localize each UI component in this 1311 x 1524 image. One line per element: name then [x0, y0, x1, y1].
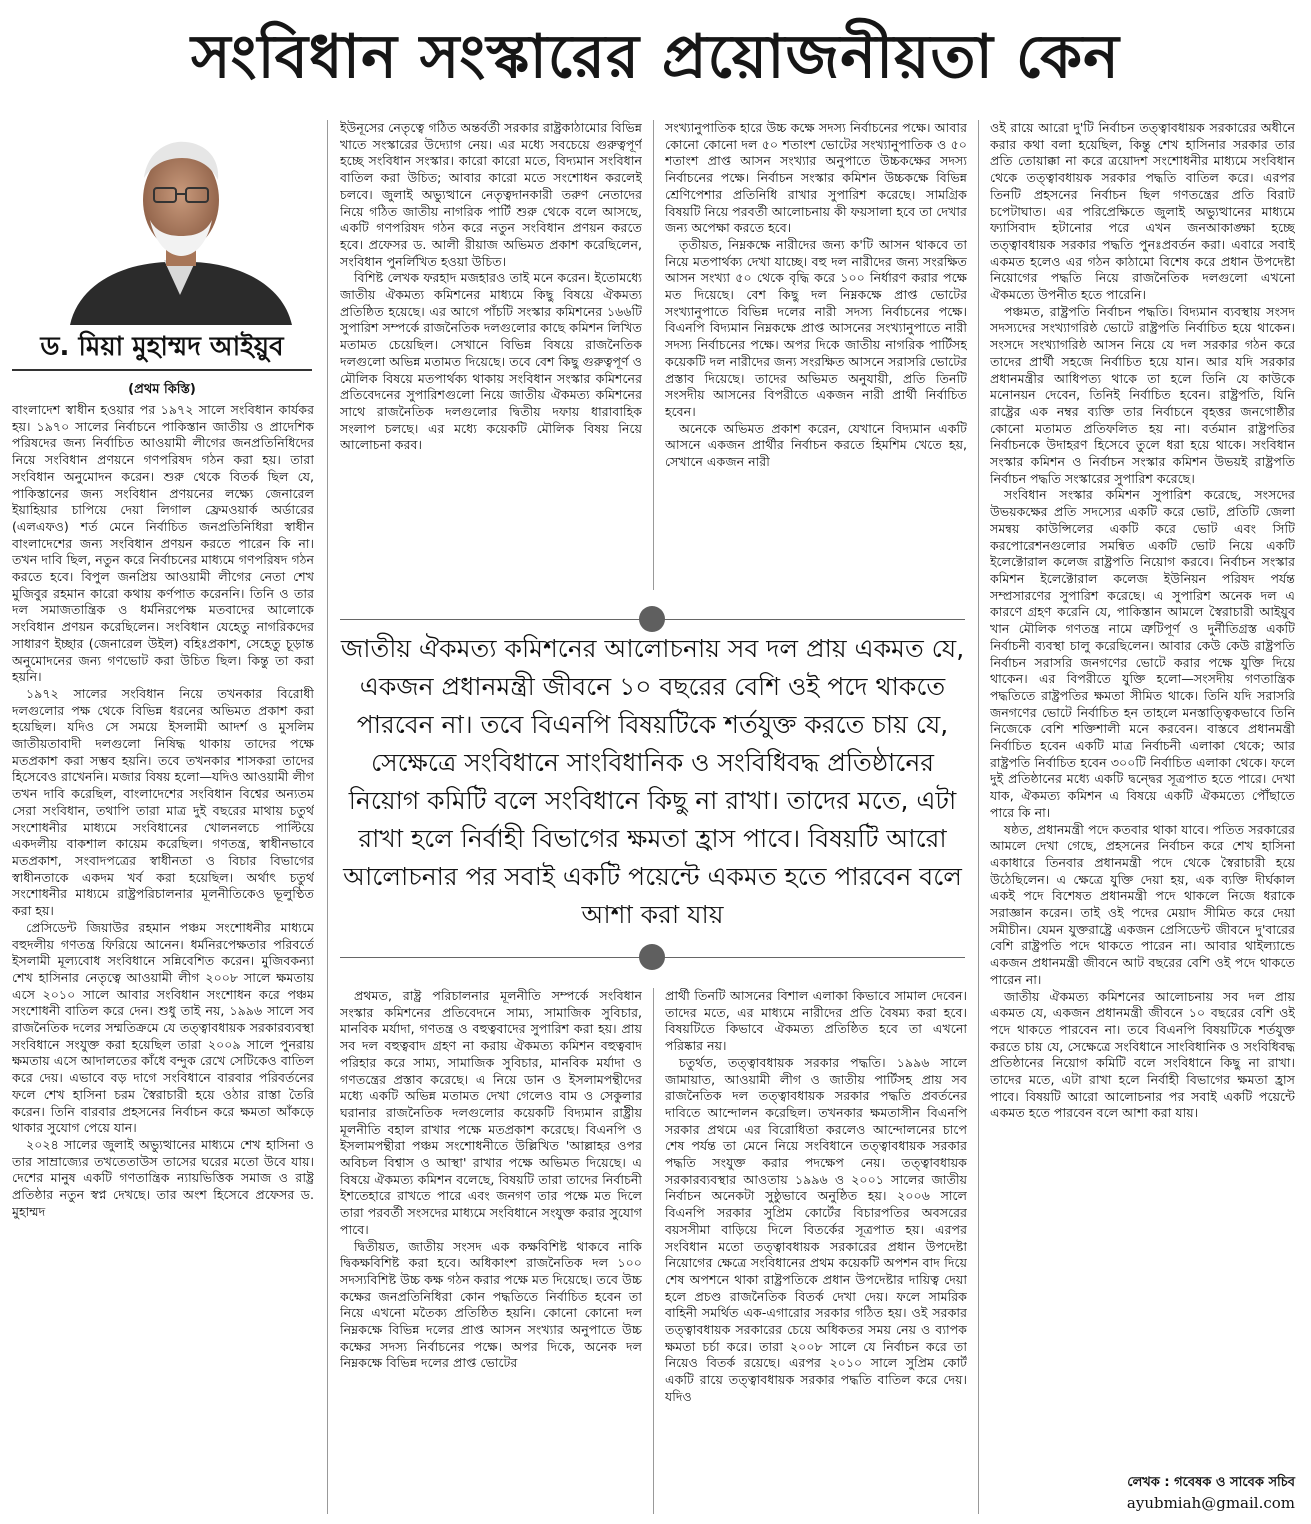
column-divider: [653, 120, 654, 590]
column-4: [990, 120, 1295, 1468]
col4-paragraph: পঞ্চমত, রাষ্ট্রপতি নির্বাচন পদ্ধতি। বিদ্যমান ব্যবস্থায় সংসদ সদস্যদের সংখ্যাগরিষ্ঠ ভোটে রাষ্ট্রপতি নির্বাচিত হয়ে থাকেন। সংসদে সংখ্যাগরিষ্ঠ আসন নিয়ে যে দল সরকার গঠন করে তাদের প্রার্থী সহজে নির্বাচিত হয়ে যান। আর যদি সরকার প্রধানমন্ত্রীর আধিপত্য থাকে তা হলে তিনি যে কাউকে মনোনয়ন দেবেন, তিনিই নির্বাচিত হবেন। রাষ্ট্রপতি, যিনি রাষ্ট্রের এক নম্বর ব্যক্তি তার নির্বাচনে বৃহত্তর জনগোষ্ঠীর কোনো মতামত প্রতিফলিত হয় না। বর্তমান রাষ্ট্রপতির নির্বাচনকে উদাহরণ হিসেবে তুলে ধরা হয়ে থাকে। সংবিধান সংস্কার কমিশন ও নির্বাচন সংস্কার কমিশন উভয়ই রাষ্ট্রপতি নির্বাচন পদ্ধতি সংস্কারের সুপারিশ করেছে।: [990, 303, 1295, 486]
pull-quote-bottom-dot: [639, 944, 665, 970]
column-divider: [978, 120, 979, 1514]
col4-paragraph: জাতীয় ঐকমত্য কমিশনের আলোচনায় সব দল প্রায় একমত যে, একজন প্রধানমন্ত্রী জীবনে ১০ বছরের বেশি ওই পদে থাকতে পারবেন না। তবে বিএনপি বিষয়টিকে শর্তযুক্ত করতে চায় যে, সেক্ষেত্রে সংবিধানে সাংবিধানিক ও সংবিধিবদ্ধ প্রতিষ্ঠানের নিয়োগ কমিটি বলে সংবিধানে কিছু না রাখা। তাদের মতে, এটা রাখা হলে নির্বাহী বিভাগের ক্ষমতা হ্রাস পাবে। বিষয়টি আরো আলোচনার পর সবাই একটি পয়েন্টে একমত হতে পারবেন বলে আশা করা যায়।: [990, 988, 1295, 1121]
col1-paragraph: বাংলাদেশ স্বাধীন হওয়ার পর ১৯৭২ সালে সংবিধান কার্যকর হয়। ১৯৭০ সালের নির্বাচনে পাকিস্তান জাতীয় ও প্রাদেশিক পরিষদের জন্য নির্বাচিত আওয়ামী লীগের জনপ্রতিনিধিদের নিয়ে সংবিধান প্রণয়নে গণপরিষদ গঠন করা হয়। তারা সংবিধান অনুমোদন করেন। শুরু থেকে বিতর্ক ছিল যে, পাকিস্তানের জন্য সংবিধান প্রণয়নের লক্ষ্যে জেনারেল ইয়াহিয়ার চাপিয়ে দেয়া লিগাল ফ্রেমওয়ার্ক অর্ডারের (এলএফও) শর্ত মেনে নির্বাচিত জনপ্রতিনিধিরা স্বাধীন বাংলাদেশের জন্য সংবিধান প্রণয়ন করতে পারেন কি না। তখন দাবি ছিল, নতুন করে নির্বাচনের মাধ্যমে গণপরিষদ গঠন করতে হবে। বিপুল জনপ্রিয় আওয়ামী লীগের নেতা শেখ মুজিবুর রহমান কারো কথায় কর্ণপাত করেননি। তিনি ও তার দল সমাজতান্ত্রিক ও ধর্মনিরপেক্ষ মতবাদের আলোকে সংবিধান প্রণয়ন করেছিলেন। সংবিধান যেহেতু নাগরিকদের সাধারণ ইচ্ছার (জেনারেল উইল) বহিঃপ্রকাশ, সেহেতু চূড়ান্ত অনুমোদনের জন্য গণভোট করা উচিত ছিল। কিন্তু তা করা হয়নি।: [12, 402, 314, 685]
col3-paragraph: তৃতীয়ত, নিম্নকক্ষে নারীদের জন্য ক'টি আসন থাকবে তা নিয়ে মতপার্থক্য দেখা যাচ্ছে। বহু দল নারীদের জন্য সংরক্ষিত আসন সংখ্যা ৫০ থেকে বৃদ্ধি করে ১০০ নির্ধারণ করার পক্ষে মত দিয়েছে। বেশ কিছু দল নিম্নকক্ষে প্রাপ্ত ভোটের সংখ্যানুপাতে বিভিন্ন দলের নারী সদস্য নির্বাচনের পক্ষে। বিএনপি বিদ্যমান নিম্নকক্ষে প্রাপ্ত আসনের সংখ্যানুপাতে নারী সদস্য নির্বাচনের পক্ষে। অপর দিকে জাতীয় নাগরিক পার্টিসহ কয়েকটি দল নারীদের জন্য সংরক্ষিত আসনে সরাসরি ভোটের প্রস্তাব দিয়েছে। তাদের অভিমত অনুযায়ী, প্রতি তিনটি সংসদীয় আসনের বিপরীতে একজন নারী প্রার্থী নির্বাচিত হবেন।: [665, 236, 967, 419]
col4-paragraph: ষষ্ঠত, প্রধানমন্ত্রী পদে কতবার থাকা যাবে। পতিত সরকারের আমলে দেখা গেছে, প্রহসনের নির্বাচন করে শেখ হাসিনা একাধারে তিনবার প্রধানমন্ত্রী পদে থেকে স্বৈরাচারী হয়ে উঠেছিলেন। এ ক্ষেত্রে যুক্তি দেয়া হয়, এক ব্যক্তি দীর্ঘকাল একই পদে বিশেষত প্রধানমন্ত্রী পদে থাকলে নিজে ধরাকে সরাজ্ঞান করেন। তাই ওই পদের মেয়াদ সীমিত করে দেয়া সমীচীন। যেমন যুক্তরাষ্ট্রে একজন প্রেসিডেন্ট জীবনে দু'বারের বেশি রাষ্ট্রপতি পদে থাকতে পারেন না। আবার থাইল্যান্ডে একজন প্রধানমন্ত্রী জীবনে আট বছরের বেশি ওই পদে থাকতে পারেন না।: [990, 821, 1295, 987]
col2-paragraph: ইউনূসের নেতৃত্বে গঠিত অন্তর্বর্তী সরকার রাষ্ট্রকাঠামোর বিভিন্ন খাতে সংস্কারের উদ্যোগ নেয়। এর মধ্যে সবচেয়ে গুরুত্বপূর্ণ হচ্ছে সংবিধান সংস্কার। কারো কারো মতে, বিদ্যমান সংবিধান বাতিল করা উচিত; আবার কারো মতে সংশোধন করলেই চলবে। জুলাই অভ্যুত্থানে নেতৃত্বদানকারী তরুণ নেতাদের নিয়ে গঠিত জাতীয় নাগরিক পার্টি শুরু থেকে বলে আসছে, একটি গণপরিষদ গঠন করে নতুন সংবিধান প্রণয়ন করতে হবে। প্রফেসর ড. আলী রীয়াজ অভিমত প্রকাশ করেছিলেন, সংবিধান পুনর্লিখিত হওয়া উচিত।: [340, 120, 642, 269]
column-2-top: [340, 120, 642, 590]
author-byline: ড. মিয়া মুহাম্মদ আইয়ুব: [12, 325, 312, 371]
column-2-bottom: [340, 988, 642, 1514]
pull-quote: জাতীয় ঐকমত্য কমিশনের আলোচনায় সব দল প্রায় একমত যে, একজন প্রধানমন্ত্রী জীবনে ১০ বছরের বেশি ওই পদে থাকতে পারবেন না। তবে বিএনপি বিষয়টিকে শর্তযুক্ত করতে চায় যে, সেক্ষেত্রে সংবিধানে সাংবিধানিক ও সংবিধিবদ্ধ প্রতিষ্ঠানের নিয়োগ কমিটি বলে সংবিধানে কিছু না রাখা। তাদের মতে, এটা রাখা হলে নির্বাহী বিভাগের ক্ষমতা হ্রাস পাবে। বিষয়টি আরো আলোচনার পর সবাই একটি পয়েন্টে একমত হতে পারবেন বলে আশা করা যায়: [340, 634, 965, 929]
col3-paragraph: অনেকে অভিমত প্রকাশ করেন, যেখানে বিদ্যমান একটি আসনে একজন প্রার্থীর নির্বাচন করতে হিমশিম খেতে হয়, সেখানে একজন নারী: [665, 420, 967, 470]
col2-paragraph: বিশিষ্ট লেখক ফরহাদ মজহারও তাই মনে করেন। ইতোমধ্যে জাতীয় ঐকমত্য কমিশনের মাধ্যমে কিছু বিষয়ে ঐকমত্য প্রতিষ্ঠিত হয়েছে। এর আগে পাঁচটি সংস্কার কমিশনের ১৬৬টি সুপারিশ সম্পর্কে রাজনৈতিক দলগুলোর কাছে কমিশন লিখিত মতামত চেয়েছিল। সেখানে বিভিন্ন বিষয়ে রাজনৈতিক দলগুলো অভিন্ন মতামত দিয়েছে। তবে বেশ কিছু গুরুত্বপূর্ণ ও মৌলিক বিষয়ে মতপার্থক্য থাকায় সংবিধান সংস্কার কমিশনের প্রতিবেদনের সুপারিশগুলো নিয়ে জাতীয় ঐকমত্য কমিশনের সাথে রাজনৈতিক দলগুলোর দ্বিতীয় দফায় ধারাবাহিক সংলাপ চলছে। এর মধ্যে কয়েকটি মৌলিক বিষয় নিয়ে আলোচনা করব।: [340, 270, 642, 453]
col1-paragraph: ২০২৪ সালের জুলাই অভ্যুত্থানের মাধ্যমে শেখ হাসিনা ও তার সাম্রাজ্যের তখতেতাউস তাসের ঘরের মতো উবে যায়। দেশের মানুষ একটি গণতান্ত্রিক ন্যায়ভিত্তিক সমাজ ও রাষ্ট্র প্রতিষ্ঠার নতুন স্বপ্ন দেখছে। তার অংশ হিসেবে প্রফেসর ড. মুহাম্মদ: [12, 1136, 314, 1219]
col3-paragraph: প্রার্থী তিনটি আসনের বিশাল এলাকা কিভাবে সামাল দেবেন। তাদের মতে, এর মাধ্যমে নারীদের প্রতি বৈষম্য করা হবে। বিষয়টিতে কিভাবে ঐকমত্য প্রতিষ্ঠিত হবে তা এখনো পরিষ্কার নয়।: [665, 988, 967, 1054]
col3-paragraph: সংখ্যানুপাতিক হারে উচ্চ কক্ষে সদস্য নির্বাচনের পক্ষে। আবার কোনো কোনো দল ৫০ শতাংশ ভোটের সংখ্যানুপাতিক ও ৫০ শতাংশ প্রাপ্ত আসন সংখ্যার অনুপাতে উচ্চকক্ষের সদস্য নির্বাচনের পক্ষে। নির্বাচন সংস্কার কমিশন উচ্চকক্ষে বিভিন্ন শ্রেণিপেশার প্রতিনিধি রাখার সুপারিশ করেছে। সামগ্রিক বিষয়টি নিয়ে পরবর্তী আলোচনায় কী ফয়সালা হবে তা দেখার জন্য অপেক্ষা করতে হবে।: [665, 120, 967, 236]
author-email: ayubmiah@gmail.com: [1126, 1494, 1295, 1512]
column-1: [12, 402, 314, 1514]
pull-quote-top-dot: [639, 606, 665, 632]
author-signature: লেখক : গবেষক ও সাবেক সচিব: [1127, 1475, 1295, 1490]
col1-paragraph: প্রেসিডেন্ট জিয়াউর রহমান পঞ্চম সংশোধনীর মাধ্যমে বহুদলীয় গণতন্ত্র ফিরিয়ে আনেন। ধর্মনিরপেক্ষতার পরিবর্তে ইসলামী মূল্যবোধ সংবিধানে সন্নিবেশিত করেন। মুজিবকন্যা শেখ হাসিনার নেতৃত্বে আওয়ামী লীগ ২০০৮ সালে ক্ষমতায় এসে ২০১০ সালে আবার সংবিধান সংশোধন করে পঞ্চম সংশোধনী বাতিল করে দেন। শুধু তাই নয়, ১৯৯৬ সালে সব রাজনৈতিক দলের সম্মতিক্রমে যে তত্ত্বাবধায়ক সরকারব্যবস্থা সংবিধানে সংযুক্ত করা হয়েছিল তারা ২০০৯ সালে পুনরায় ক্ষমতায় এসে আদালতের কাঁধে বন্দুক রেখে সেটিকেও বাতিল করে দেয়। এভাবে বড় দাগে সংবিধানে বারবার পরিবর্তনের ফলে শেখ হাসিনা চরম স্বৈরাচারী হয়ে ওঠার রাস্তা তৈরি করেন। তিনি বারবার প্রহসনের নির্বাচন করে ক্ষমতা আঁকড়ে থাকার সুযোগ পেয়ে যান।: [12, 919, 314, 1136]
col3-paragraph: চতুর্থত, তত্ত্বাবধায়ক সরকার পদ্ধতি। ১৯৯৬ সালে জামায়াত, আওয়ামী লীগ ও জাতীয় পার্টিসহ প্রায় সব রাজনৈতিক দল তত্ত্বাবধায়ক সরকার পদ্ধতি প্রবর্তনের দাবিতে আন্দোলন করেছিল। তখনকার ক্ষমতাসীন বিএনপি সরকার প্রথমে এর বিরোধিতা করলেও আন্দোলনের চাপে শেষ পর্যন্ত তা মেনে নিয়ে সংবিধানে তত্ত্বাবধায়ক সরকার পদ্ধতি সংযুক্ত করার পদক্ষেপ নেয়। তত্ত্বাবধায়ক সরকারব্যবস্থার আওতায় ১৯৯৬ ও ২০০১ সালের জাতীয় নির্বাচন অনেকটা সুষ্ঠুভাবে অনুষ্ঠিত হয়। ২০০৬ সালে বিএনপি সরকার সুপ্রিম কোর্টের বিচারপতির অবসরের বয়সসীমা বাড়িয়ে দিলে বিতর্কের সূত্রপাত হয়। এরপর সংবিধান মতো তত্ত্বাবধায়ক সরকারের প্রধান উপদেষ্টা নিয়োগের ক্ষেত্রে সংবিধানের প্রথম কয়েকটি অপশন বাদ দিয়ে শেষ অপশনে থাকা রাষ্ট্রপতিকে প্রধান উপদেষ্টার দায়িত্ব দেয়া হলে প্রচণ্ড রাজনৈতিক বিতর্ক দেখা দেয়। ফলে সামরিক বাহিনী সমর্থিত এক-এগারোর সরকার গঠিত হয়। ওই সরকার তত্ত্বাবধায়ক সরকারের চেয়ে অধিকতর সময় নেয় ও ব্যাপক ক্ষমতা চর্চা করে। তারা ২০০৮ সালে যে নির্বাচন করে তা নিয়েও বিতর্ক রয়েছে। এরপর ২০১০ সালে সুপ্রিম কোর্ট একটি রায়ে তত্ত্বাবধায়ক সরকার পদ্ধতি বাতিল করে দেয়। যদিও: [665, 1054, 967, 1404]
col2-paragraph: প্রথমত, রাষ্ট্র পরিচালনার মূলনীতি সম্পর্কে সংবিধান সংস্কার কমিশনের প্রতিবেদনে সাম্য, সামাজিক সুবিচার, মানবিক মর্যাদা, গণতন্ত্র ও বহুত্ববাদের সুপারিশ করা হয়। প্রায় সব দল বহুত্ববাদ গ্রহণ না করায় ঐকমত্য কমিশন বহুত্ববাদ পরিহার করে সাম্য, সামাজিক সুবিচার, মানবিক মর্যাদা ও গণতন্ত্রের প্রস্তাব করেছে। এ নিয়ে ডান ও ইসলামপন্থীদের মধ্যে একটি অভিন্ন মতামত দেখা গেলেও বাম ও সেকুলার ঘরানার রাজনৈতিক দলগুলোর কয়েকটি বিদ্যমান রাষ্ট্রীয় মূলনীতি বহাল রাখার পক্ষে মতপ্রকাশ করেছে। বিএনপি ও ইসলামপন্থীরা পঞ্চম সংশোধনীতে উল্লিখিত 'আল্লাহর ওপর অবিচল বিশ্বাস ও আস্থা' রাখার পক্ষে অভিমত দিয়েছে। এ বিষয়ে ঐকমত্য কমিশন বলেছে, বিষয়টি তারা তাদের নির্বাচনী ইশতেহারে রাখতে পারে এবং জনগণ তার পক্ষে মত দিলে তারা পরবর্তী সংসদের মাধ্যমে সংবিধানে সংযুক্ত করার সুযোগ পাবে।: [340, 988, 642, 1237]
author-photo: [60, 120, 300, 325]
column-divider: [653, 988, 654, 1514]
col1-paragraph: ১৯৭২ সালের সংবিধান নিয়ে তখনকার বিরোধী দলগুলোর পক্ষ থেকে বিভিন্ন ধরনের অভিমত প্রকাশ করা হয়েছিল। যদিও সে সময়ে ইসলামী আদর্শ ও মুসলিম জাতীয়তাবাদী দলগুলো নিষিদ্ধ থাকায় তাদের পক্ষে মতপ্রকাশ করা সম্ভব হয়নি। তবে তখনকার শাসকরা তাদের হিসেবেও রাখেননি। মজার বিষয় হলো—যদিও আওয়ামী লীগ তখন দাবি করেছিল, বাংলাদেশের সংবিধান বিশ্বের অন্যতম সেরা সংবিধান, তথাপি তারা মাত্র দুই বছরের মাথায় চতুর্থ সংশোধনীর মাধ্যমে সংবিধানের খোলনলচে পাল্টিয়ে একদলীয় বাকশাল কায়েম করেছিল। গণতন্ত্র, স্বাধীনভাবে মতপ্রকাশ, সংবাদপত্রের স্বাধীনতা ও বিচার বিভাগের স্বাধীনতাকে একদম খর্ব করা হয়েছিল। অর্থাৎ চতুর্থ সংশোধনীর মাধ্যমে রাষ্ট্রপরিচালনার মূলনীতিকেও ভূলুণ্ঠিত করা হয়।: [12, 685, 314, 919]
col4-paragraph: ওই রায়ে আরো দু'টি নির্বাচন তত্ত্বাবধায়ক সরকারের অধীনে করার কথা বলা হয়েছিল, কিন্তু শেখ হাসিনার সরকার তার প্রতি তোয়াক্কা না করে ত্রয়োদশ সংশোধনীর মাধ্যমে সংবিধান থেকে তত্ত্বাবধায়ক সরকার পদ্ধতি বাতিল করে। এরপর তিনটি প্রহসনের নির্বাচন ছিল গণতন্ত্রের প্রতি বিরাট চপেটাঘাত। এর পরিপ্রেক্ষিতে জুলাই অভ্যুত্থানের মাধ্যমে ফ্যাসিবাদ হটানোর পরে এখন জনআকাঙ্ক্ষা হচ্ছে তত্ত্বাবধায়ক সরকার পদ্ধতি পুনঃপ্রবর্তন করা। এবারে সবাই একমত হলেও এর গঠন কাঠামো বিশেষ করে প্রধান উপদেষ্টা নিয়োগের পদ্ধতি নিয়ে রাজনৈতিক দলগুলো এখনো ঐকমত্যে উপনীত হতে পারেনি।: [990, 120, 1295, 303]
column-3-top: [665, 120, 967, 590]
installment-label: (প্রথম কিস্তি): [128, 382, 196, 397]
col2-paragraph: দ্বিতীয়ত, জাতীয় সংসদ এক কক্ষবিশিষ্ট থাকবে নাকি দ্বিকক্ষবিশিষ্ট করা হবে। অধিকাংশ রাজনৈতিক দল ১০০ সদস্যবিশিষ্ট উচ্চ কক্ষ গঠন করার পক্ষে মত দিয়েছে। তবে উচ্চ কক্ষের জনপ্রতিনিধিরা কোন পদ্ধতিতে নির্বাচিত হবেন তা নিয়ে এখনো মতৈক্য প্রতিষ্ঠিত হয়নি। কোনো কোনো দল নিম্নকক্ষে বিভিন্ন দলের প্রাপ্ত আসন সংখ্যার অনুপাতে উচ্চ কক্ষের সদস্য নির্বাচনের পক্ষে। অপর দিকে, অনেক দল নিম্নকক্ষে বিভিন্ন দলের প্রাপ্ত ভোটের: [340, 1238, 642, 1371]
col4-paragraph: সংবিধান সংস্কার কমিশন সুপারিশ করেছে, সংসদের উভয়কক্ষের প্রতি সদস্যের একটি করে ভোট, প্রতিটি জেলা সমন্বয় কাউন্সিলের একটি করে ভোট এবং সিটি করপোরেশনগুলোর সমন্বিত একটি ভোট নিয়ে একটি ইলেক্টোরাল কলেজ রাষ্ট্রপতি নিয়োগ করবে। নির্বাচন সংস্কার কমিশন ইলেক্টোরাল কলেজ ইউনিয়ন পরিষদ পর্যন্ত সম্প্রসারণের সুপারিশ করেছে। এ সুপারিশ অনেক দল এ কারণে গ্রহণ করেনি যে, পাকিস্তান আমলে স্বৈরাচারী আইয়ুব খান মৌলিক গণতন্ত্র নামে ত্রুটিপূর্ণ ও দুর্নীতিগ্রস্ত একটি নির্বাচনী ব্যবস্থা চালু করেছিলেন। আবার কেউ কেউ রাষ্ট্রপতি নির্বাচন সরাসরি জনগণের ভোটে করার পক্ষে যুক্তি দিয়ে থাকেন। এর বিপরীতে যুক্তি হলো—সংসদীয় গণতান্ত্রিক পদ্ধতিতে রাষ্ট্রপতির ক্ষমতা সীমিত থাকে। তিনি যদি সরাসরি জনগণের ভোটে নির্বাচিত হন তাহলে মনস্তাত্ত্বিকভাবে তিনি নিজেকে বেশি শক্তিশালী মনে করবেন। বাস্তবে প্রধানমন্ত্রী নির্বাচিত হবেন একটি মাত্র নির্বাচনী এলাকা থেকে; আর রাষ্ট্রপতি নির্বাচিত হবেন ৩০০টি নির্বাচিত এলাকা থেকে। ফলে দুই প্রতিষ্ঠানের মধ্যে একটি দ্বন্দ্বের সূত্রপাত হতে পারে। দেখা যাক, ঐকমত্য কমিশন এ বিষয়ে একটি ঐকমত্যে পৌঁছাতে পারে কি না।: [990, 487, 1295, 820]
column-3-bottom: [665, 988, 967, 1514]
column-divider: [327, 120, 328, 1514]
headline: সংবিধান সংস্কারের প্রয়োজনীয়তা কেন: [191, 22, 1120, 92]
